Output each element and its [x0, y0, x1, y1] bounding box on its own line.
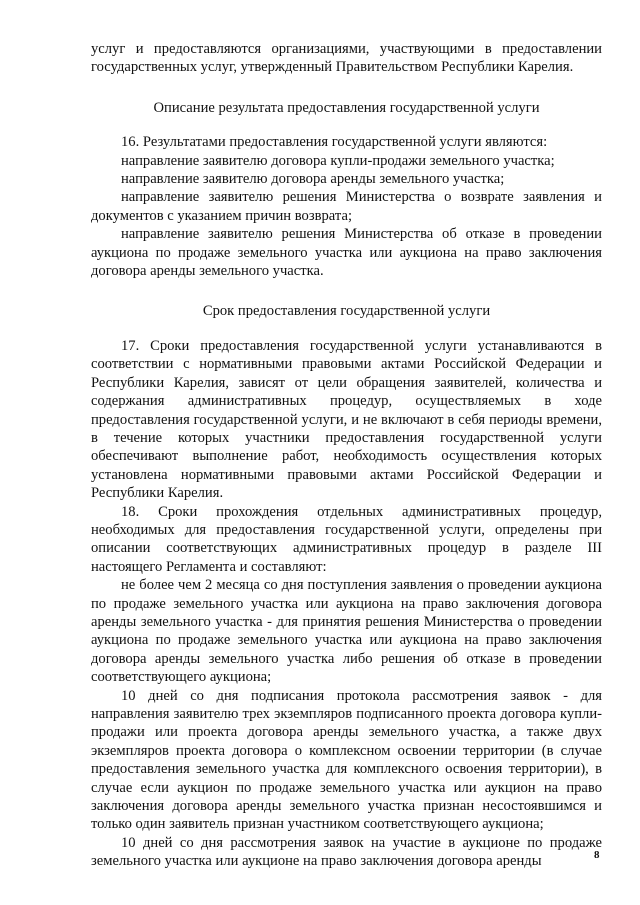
paragraph-18: 18. Сроки прохождения отдельных административных процедур, необходимых для предоставления государственной услуги, определены при описании соответствующих административных процедур в разделе III настоящего Регламента и составляют:: [91, 503, 602, 575]
section-heading-term: Срок предоставления государственной услуги: [202, 303, 491, 320]
paragraph-16-item: направление заявителю договора купли-продажи земельного участка;: [121, 152, 555, 169]
paragraph-18-item: 10 дней со дня подписания протокола рассмотрения заявок - для направления заявителю трех экземпляров подписанного проекта договора купли-продажи или проекта договора аренды земельного участка, а также двух экземпляров проекта договора о комплексном освоении территории (в случае предоставления земельного участка для комплексного освоения территории), в случае если аукцион по продаже земельного участка или аукцион на право заключения договора аренды земельного участка признан несостоявшимся и только один заявитель признан участником соответствующего аукциона;: [91, 687, 602, 833]
paragraph-18-item: не более чем 2 месяца со дня поступления заявления о проведении аукциона по продаже земельного участка или аукциона на право заключения договора аренды земельного участка - для принятия решения Министерства о проведении аукциона по продаже земельного участка или аукциона на право заключения договора аренды земельного участка либо решения об отказе в проведении соответствующего аукциона;: [91, 577, 602, 686]
paragraph-17: 17. Сроки предоставления государственной услуги устанавливаются в соответствии с нормативными правовыми актами Российской Федерации и Республики Карелия, зависят от цели обращения заявителей, количества и содержания административных процедур, осуществляемых в ходе предоставления государственной услуги, и не включают в себя периоды времени, в течение которых участники предоставления государственной услуги обеспечивают выполнение работ, необходимость осуществления которых установлена нормативными правовыми актами Российской Федерации и Республики Карелия.: [91, 337, 602, 502]
document-body: [91, 40, 602, 871]
paragraph-16: 16. Результатами предоставления государственной услуги являются:: [121, 134, 548, 151]
page-number: 8: [594, 849, 600, 861]
section-heading-result: Описание результата предоставления государственной услуги: [153, 99, 540, 116]
paragraph-16-item: направление заявителю решения Министерства о возврате заявления и документов с указанием причин возврата;: [91, 189, 602, 224]
intro-paragraph: услуг и предоставляются организациями, участвующими в предоставлении государственных услуг, утвержденный Правительством Республики Карелия.: [91, 41, 602, 76]
paragraph-16-item: направление заявителю решения Министерства об отказе в проведении аукциона по продаже земельного участка или аукциона на право заключения договора аренды земельного участка.: [91, 226, 602, 280]
paragraph-16-item: направление заявителю договора аренды земельного участка;: [121, 171, 505, 188]
paragraph-18-item: 10 дней со дня рассмотрения заявок на участие в аукционе по продаже земельного участка или аукционе на право заключения договора аренды: [91, 834, 602, 870]
